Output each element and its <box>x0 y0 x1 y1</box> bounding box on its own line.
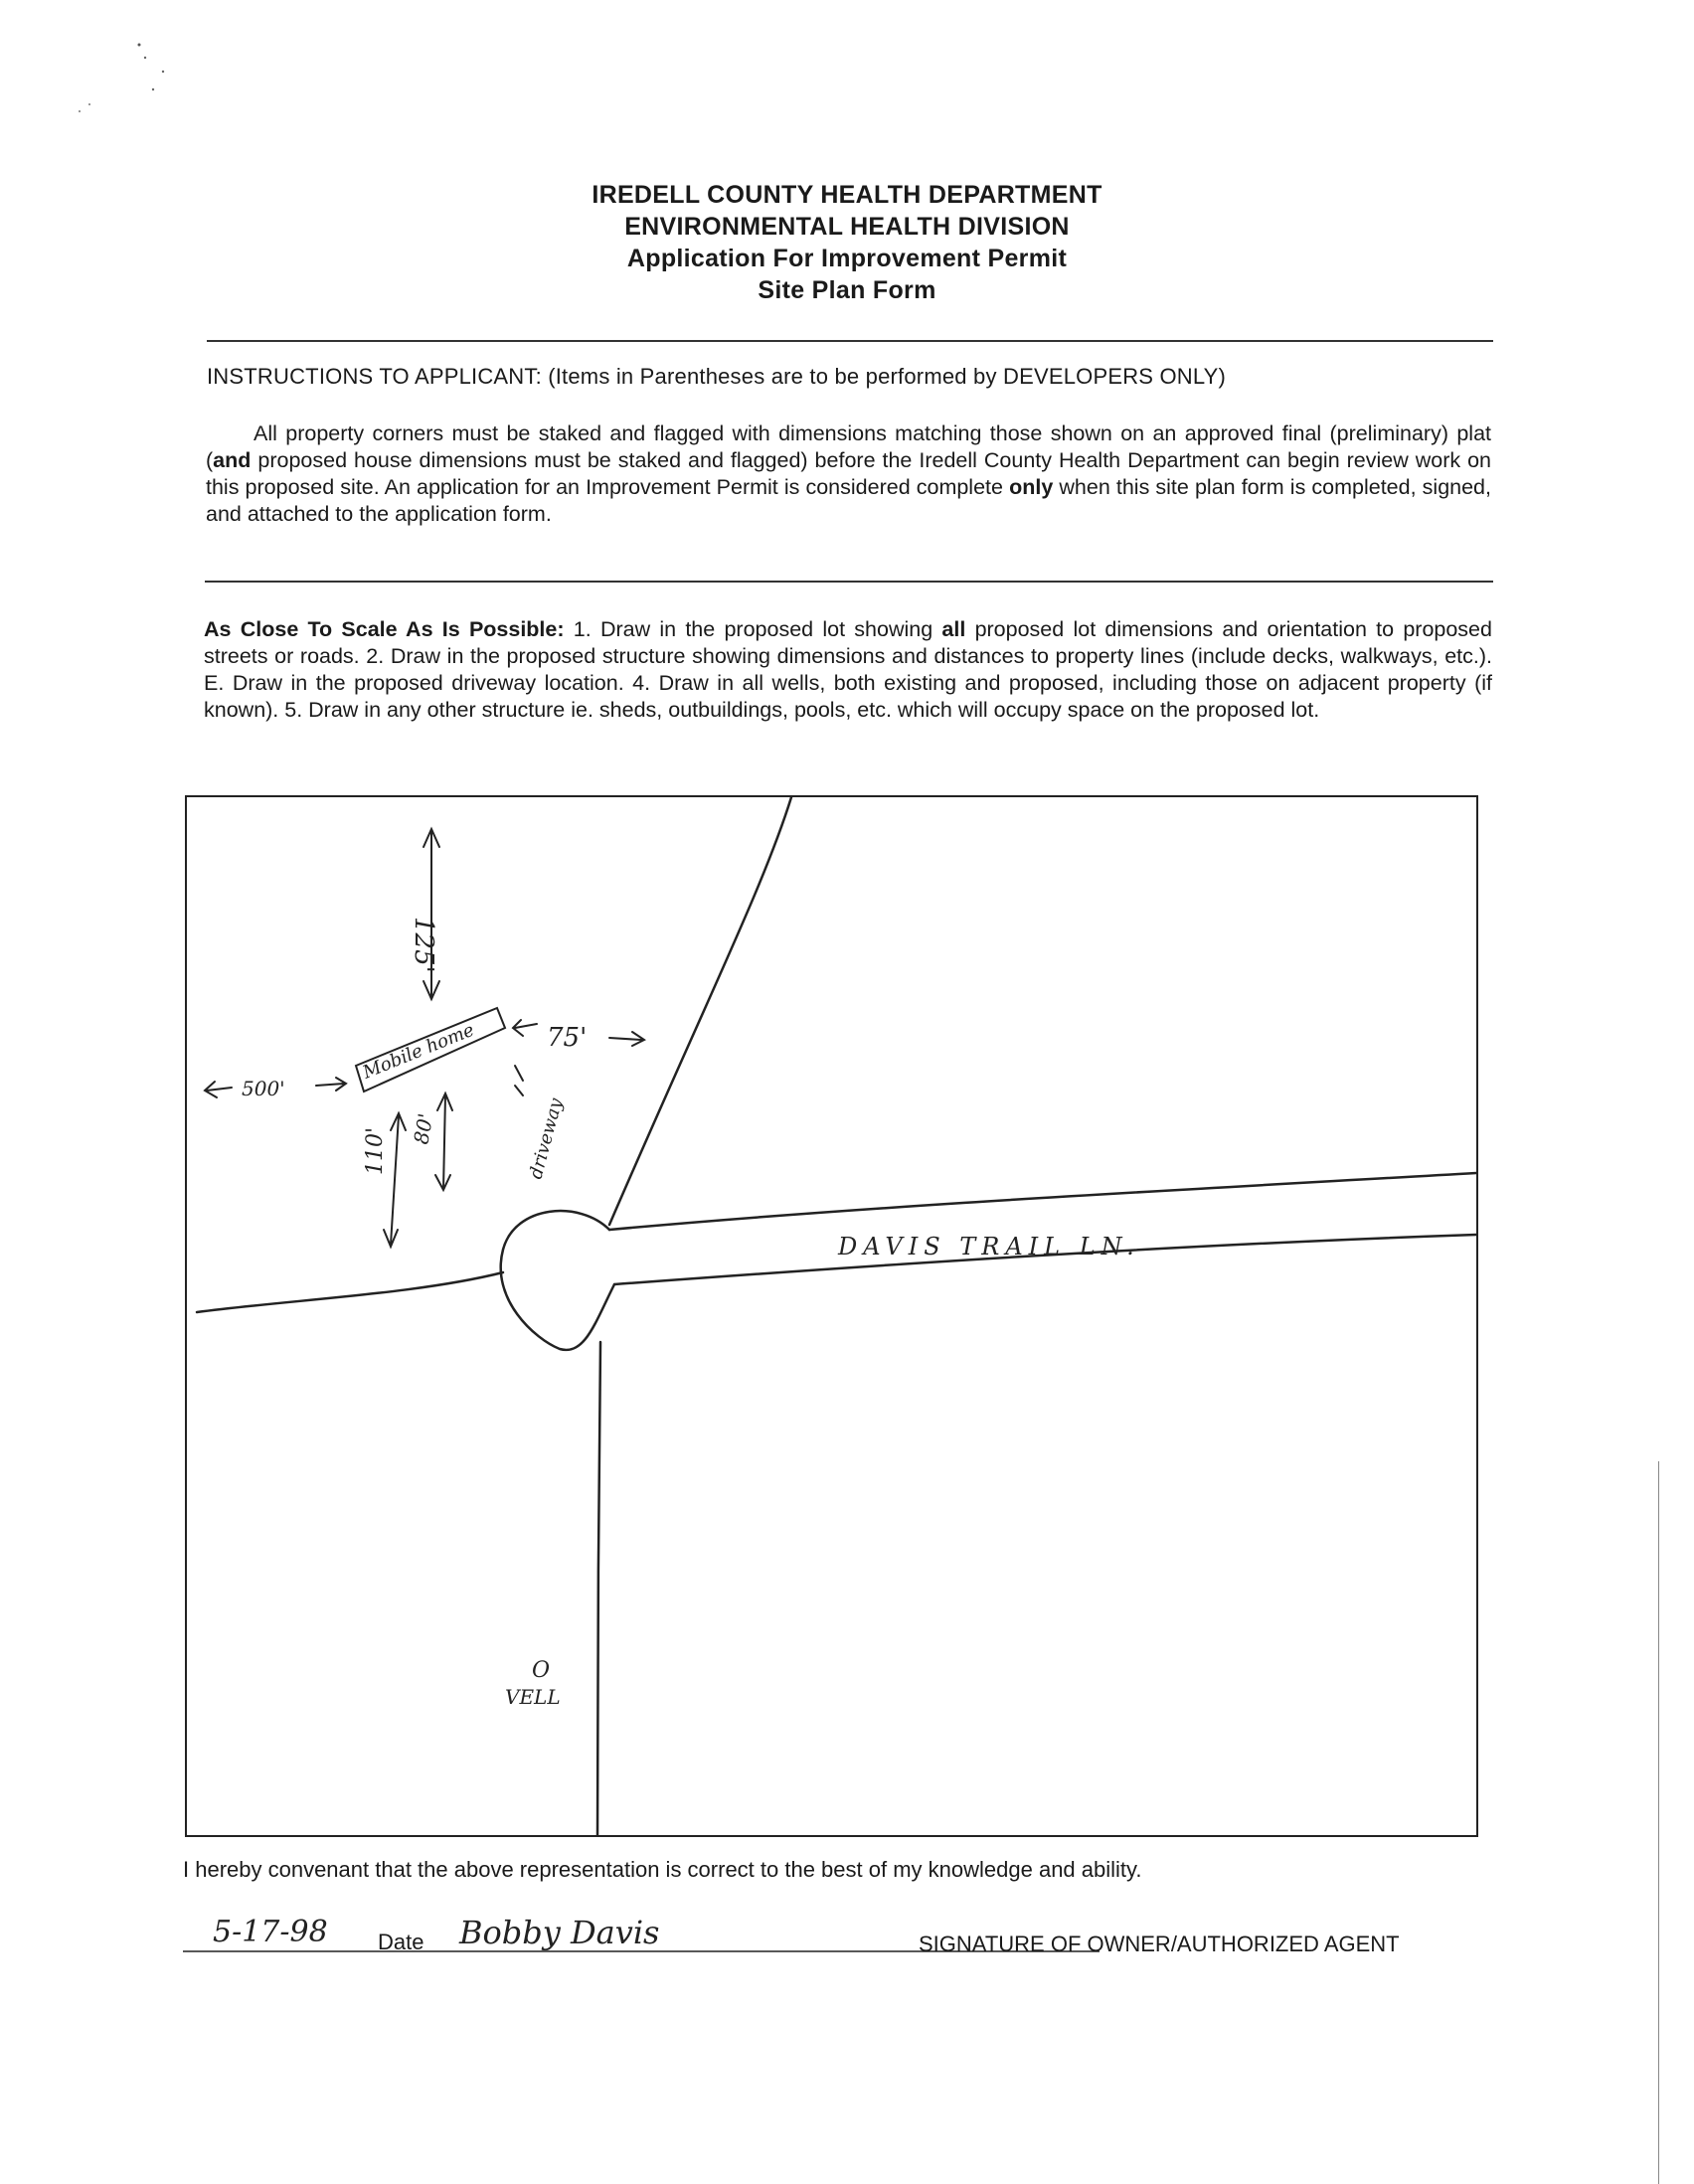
divider-middle <box>205 581 1493 583</box>
instructions-text-3: when this site plan form is completed, signed, and attached to the application form. <box>206 475 1491 526</box>
divider-top <box>207 340 1493 342</box>
dim-arrow-80 <box>435 1093 452 1190</box>
property-line-diagonal <box>609 797 791 1225</box>
site-plan-box <box>185 795 1478 1837</box>
instructions-text-2: proposed house dimensions must be staked and flagged) before the Iredell County Health Department can begin review work on this proposed site. An application for an Improvement Permit is considered complete <box>206 448 1491 499</box>
scale-instructions-paragraph <box>204 616 1492 724</box>
dim-label-80: 80' <box>409 1111 438 1146</box>
scan-specks <box>70 30 209 119</box>
instructions-and-bold: and <box>213 448 252 472</box>
header-division: ENVIRONMENTAL HEALTH DIVISION <box>624 213 1070 241</box>
instructions-paragraph <box>206 420 1491 528</box>
dim-label-500: 500' <box>242 1077 285 1100</box>
mobile-home-label: Mobile home <box>360 1019 478 1084</box>
date-label: Date <box>378 1930 424 1954</box>
dim-label-110: 110' <box>363 1126 388 1175</box>
lot-line-vertical <box>597 1342 600 1835</box>
instructions-only-bold: only <box>1009 475 1054 499</box>
form-header <box>0 179 1694 306</box>
cul-de-sac <box>501 1211 614 1350</box>
header-form-title: Site Plan Form <box>758 276 936 304</box>
dim-arrow-75-right <box>609 1032 644 1046</box>
header-department: IREDELL COUNTY HEALTH DEPARTMENT <box>592 181 1102 209</box>
driveway-marker <box>515 1066 523 1095</box>
scale-instructions-text-2: proposed lot dimensions and orientation to proposed streets or roads. 2. Draw in the proposed structure showing dimensions and distances to property lines (include decks, walkways, etc.). E. Draw in the proposed driveway location. 4. Draw in all wells, both existing and proposed, including those on adjacent property (if known). 5. Draw in any other structure ie. sheds, outbuildings, pools, etc. which will occupy space on the proposed lot. <box>204 617 1492 722</box>
dim-arrow-75-left <box>513 1020 537 1036</box>
well-label: VELL <box>505 1685 561 1709</box>
certification-statement: I hereby convenant that the above representation is correct to the best of my knowledge and ability. <box>183 1857 1142 1882</box>
road-label: DAVIS TRAIL LN. <box>838 1233 1140 1260</box>
header-application-title: Application For Improvement Permit <box>626 245 1068 272</box>
scale-instructions-text-1: 1. Draw in the proposed lot showing <box>564 617 942 641</box>
scan-edge-line <box>1658 1461 1659 2184</box>
dim-label-75: 75' <box>547 1023 588 1053</box>
instructions-title: INSTRUCTIONS TO APPLICANT: (Items in Parentheses are to be performed by DEVELOPERS ONLY) <box>207 364 1227 389</box>
dim-arrow-500-left <box>205 1082 232 1097</box>
instructions-text-1: All property corners must be staked and flagged with dimensions matching those shown on an approved final (preliminary) plat ( <box>206 421 1491 472</box>
well-symbol: O <box>532 1658 551 1683</box>
scale-instructions-all-bold: all <box>941 617 966 641</box>
signature-block <box>183 1914 1475 1963</box>
date-value: 5-17-98 <box>213 1915 328 1949</box>
lot-line-left <box>197 1272 503 1312</box>
dim-label-125: 125' <box>409 917 438 973</box>
dim-arrow-500-right <box>316 1078 346 1091</box>
owner-signature: Bobby Davis <box>459 1914 660 1951</box>
site-plan-drawing <box>187 797 1476 1835</box>
scale-instructions-lead: As Close To Scale As Is Possible: <box>204 617 565 641</box>
road-edge-top <box>609 1173 1476 1230</box>
signature-label: SIGNATURE OF OWNER/AUTHORIZED AGENT <box>919 1932 1400 1956</box>
driveway-label: driveway <box>525 1095 568 1182</box>
